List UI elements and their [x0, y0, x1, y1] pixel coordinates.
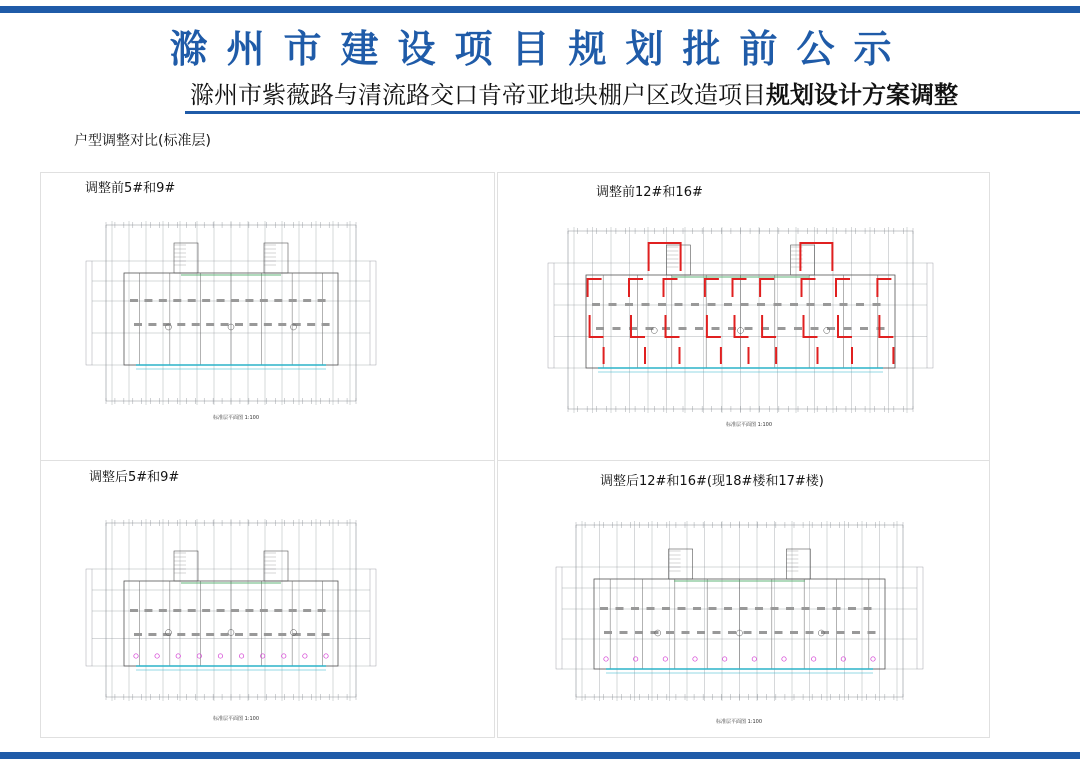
subtitle-underline: [185, 111, 1080, 114]
subtitle-bold: 规划设计方案调整: [766, 81, 958, 109]
plan-caption-before-12-16: 标准层平面图 1:100: [726, 422, 772, 428]
panel-label-after-12-16: 调整后12#和16#(现18#楼和17#楼): [600, 474, 824, 489]
plan-caption-before-5-9: 标准层平面图 1:100: [213, 415, 259, 421]
floor-plan-before-5-9: [41, 173, 494, 460]
plan-caption-after-5-9: 标准层平面图 1:100: [213, 716, 259, 722]
section-label: 户型调整对比(标准层): [74, 133, 211, 149]
page-title: 滁州市建设项目规划批前公示: [169, 27, 911, 71]
panel-after-12-16: [497, 460, 990, 738]
floor-plan-after-5-9: [41, 461, 494, 737]
floor-plan-after-12-16: [498, 461, 989, 737]
project-subtitle: [190, 80, 1070, 110]
panel-before-5-9: [40, 172, 495, 461]
subtitle-main: 滁州市紫薇路与清流路交口肯帝亚地块棚户区改造项目: [190, 81, 766, 109]
panel-label-before-12-16: 调整前12#和16#: [596, 185, 703, 200]
floor-plan-before-12-16: [498, 173, 989, 460]
panel-after-5-9: [40, 460, 495, 738]
bottom-blue-band: [0, 752, 1080, 759]
panel-before-12-16: [497, 172, 990, 461]
top-blue-band: [0, 6, 1080, 13]
panel-label-after-5-9: 调整后5#和9#: [89, 470, 180, 485]
plan-caption-after-12-16: 标准层平面图 1:100: [716, 719, 762, 725]
panel-label-before-5-9: 调整前5#和9#: [85, 181, 176, 196]
